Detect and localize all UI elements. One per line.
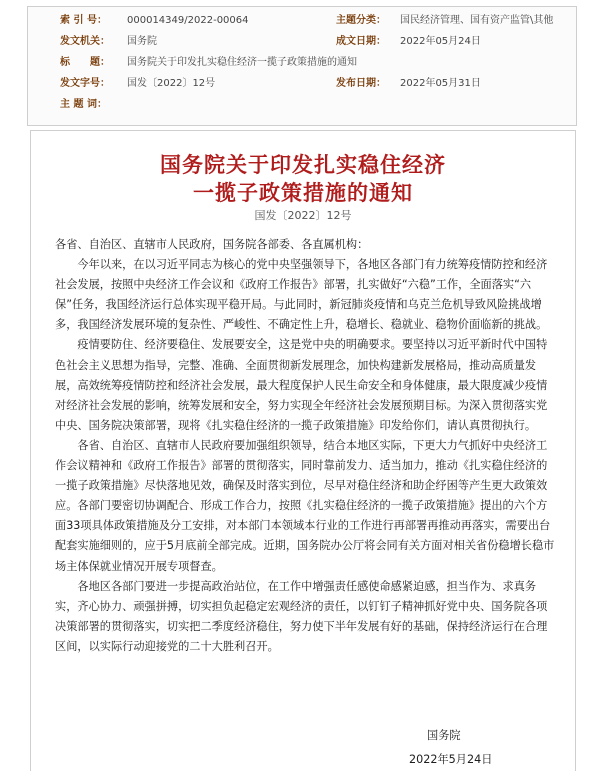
issuer-value: 国务院 — [127, 36, 157, 47]
published-date-value: 2022年05月31日 — [400, 78, 481, 89]
published-date-label: 发布日期： — [336, 78, 386, 89]
paragraph: 各省、自治区、直辖市人民政府要加强组织领导，结合本地区实际，下更大力气抓好中央经济工作会议精神和《政府工作报告》部署的贯彻落实，同时靠前发力、适当加力，推动《扎实稳住经济的一揽子政策措施》尽快落地见效，确保及时落实到位，尽早对稳住经济和助企纾困等产生更大政策效应。各部门要密切协调配合、形成工作合力，按照《扎实稳住经济的一揽子政策措施》提出的六个方面33项具体政策措施及分工安排，对本部门本领域本行业的工作进行再部署再推动再落实，需要出台配套实施细则的，应于5月底前全部完成。近期，国务院办公厅将会同有关方面对相关省份稳增长稳市场主体保就业情况开展专项督查。 — [55, 438, 555, 573]
meta-row — [28, 94, 576, 115]
created-date-value: 2022年05月24日 — [400, 36, 481, 47]
signature: 国务院 — [427, 729, 461, 742]
document-content — [55, 235, 555, 657]
document-metadata-table — [27, 6, 577, 126]
meta-row — [28, 10, 576, 31]
document-body-panel — [30, 130, 576, 771]
created-date-label: 成文日期： — [336, 36, 386, 47]
signature-date: 2022年5月24日 — [409, 753, 493, 766]
doc-number-label: 发文字号： — [60, 78, 110, 89]
index-number-value: 000014349/2022-00064 — [127, 15, 249, 26]
index-number-label: 索 引 号： — [60, 15, 107, 26]
topic-category-value: 国民经济管理、国有资产监管\其他 — [400, 15, 554, 26]
meta-row — [28, 31, 576, 52]
document-title-line-2: 一揽子政策措施的通知 — [193, 180, 413, 205]
document-number: 国发〔2022〕12号 — [254, 209, 352, 222]
issuer-label: 发文机关： — [60, 36, 110, 47]
title-value: 国务院关于印发扎实稳住经济一揽子政策措施的通知 — [127, 57, 357, 68]
salutation: 各省、自治区、直辖市人民政府，国务院各部委、各直属机构： — [55, 238, 369, 251]
paragraph: 各地区各部门要进一步提高政治站位，在工作中增强责任感使命感紧迫感，担当作为、求真务实，齐心协力、顽强拼搏，切实担负起稳定宏观经济的责任，以钉钉子精神抓好党中央、国务院各项决策部署的贯彻落实，切实把二季度经济稳住，努力使下半年发展有好的基础，保持经济运行在合理区间，以实际行动迎接党的二十大胜利召开。 — [55, 579, 548, 653]
topic-category-label: 主题分类： — [336, 15, 386, 26]
paragraph: 疫情要防住、经济要稳住、发展要安全，这是党中央的明确要求。要坚持以习近平新时代中国特色社会主义思想为指导，完整、准确、全面贯彻新发展理念，加快构建新发展格局，推动高质量发展，高效统筹疫情防控和经济社会发展，最大程度保护人民生命安全和身体健康，最大限度减少疫情对经济社会发展的影响，统筹发展和安全，努力实现全年经济社会发展预期目标。为深入贯彻落实党中央、国务院决策部署，现将《扎实稳住经济的一揽子政策措施》印发给你们，请认真贯彻执行。 — [55, 338, 548, 432]
doc-number-value: 国发〔2022〕12号 — [127, 78, 216, 89]
document-title-line-1: 国务院关于印发扎实稳住经济 — [160, 152, 446, 177]
title-label: 标 题： — [60, 57, 110, 68]
keywords-label: 主 题 词： — [60, 99, 107, 110]
meta-row — [28, 73, 576, 94]
paragraph: 今年以来，在以习近平同志为核心的党中央坚强领导下，各地区各部门有力统筹疫情防控和经济社会发展，按照中央经济工作会议和《政府工作报告》部署，扎实做好“六稳”工作，全面落实“六保”任务，我国经济运行总体实现平稳开局。与此同时，新冠肺炎疫情和乌克兰危机导致风险挑战增多，我国经济发展环境的复杂性、严峻性、不确定性上升，稳增长、稳就业、稳物价面临新的挑战。 — [55, 258, 548, 332]
meta-row — [28, 52, 576, 73]
